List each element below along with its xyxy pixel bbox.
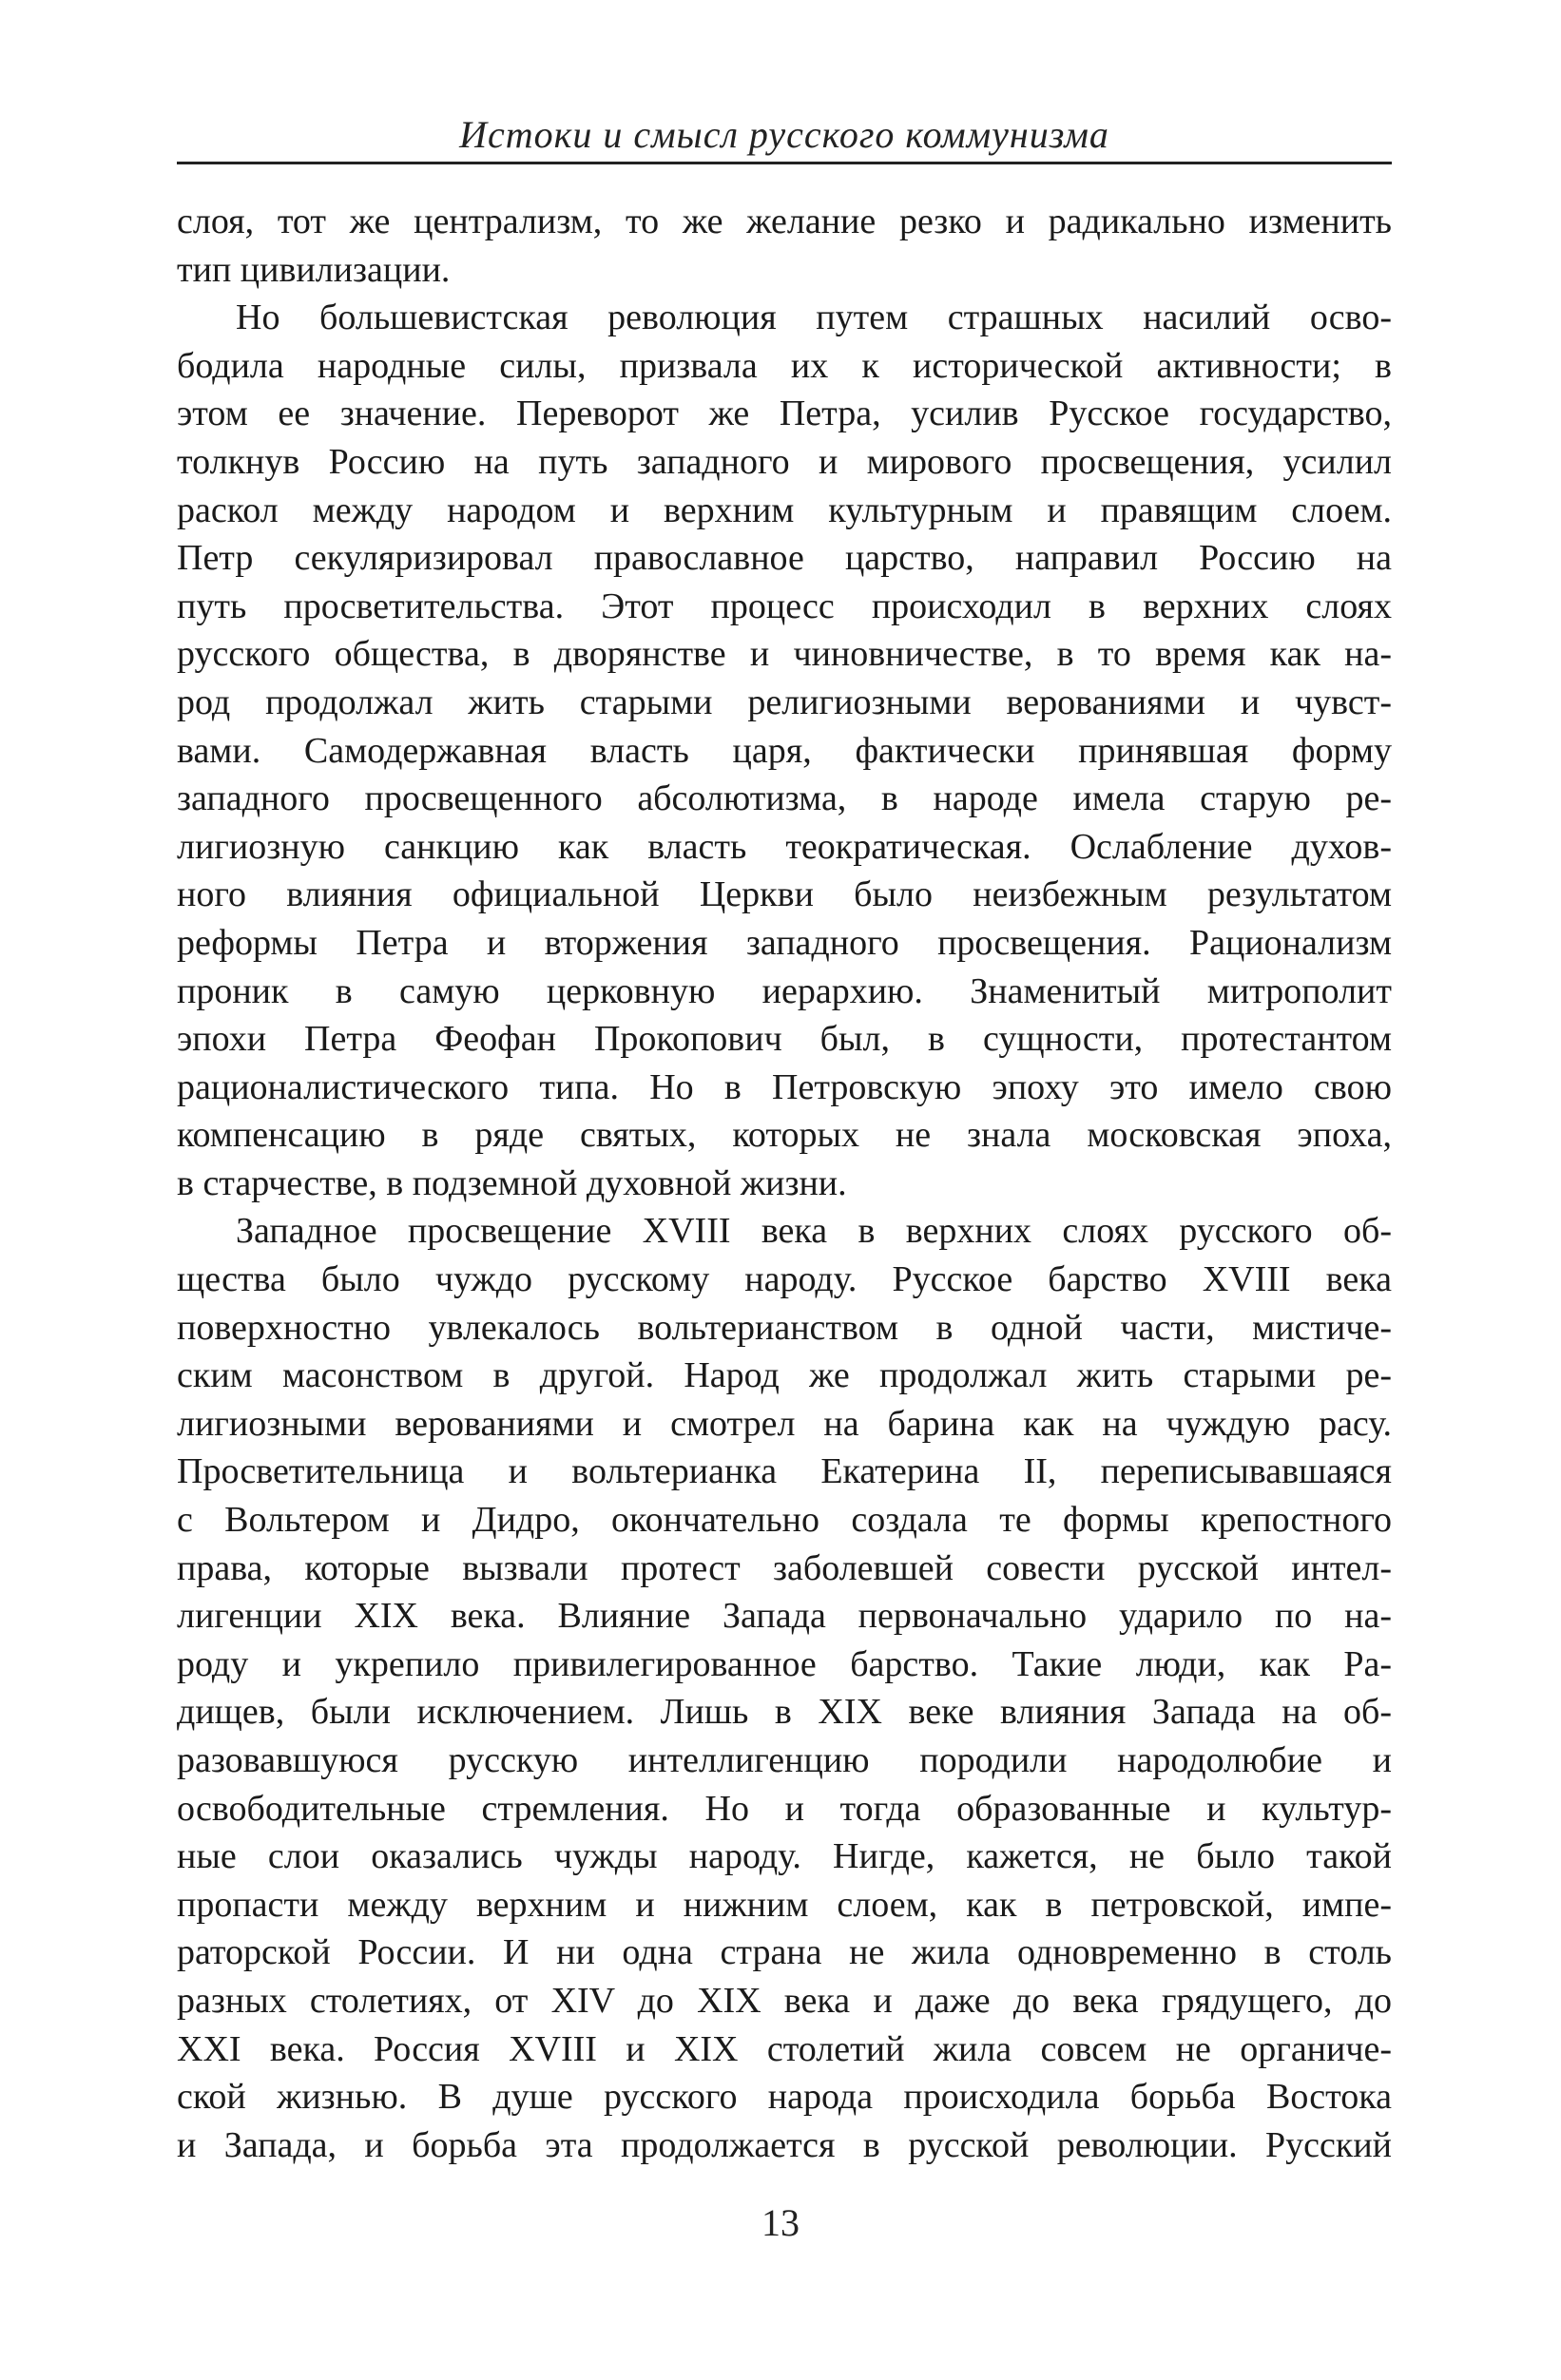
text-line: слоя, тот же централизм, то же желание резко и радикально изменить [177, 202, 1392, 241]
text-line: рационалистического типа. Но в Петровскую эпоху это имело свою [177, 1066, 1392, 1107]
text-line: щества было чуждо русскому народу. Русское барство XVIII века [177, 1259, 1392, 1300]
body-text [177, 198, 1392, 2169]
text-line: проник в самую церковную иерархию. Знаменитый митрополит [177, 970, 1392, 1011]
text-line: лигенции XIX века. Влияние Запада первоначально ударило по на- [177, 1596, 1392, 1637]
text-line: Но большевистская революция путем страшных насилий осво- [236, 298, 1392, 338]
text-line: раскол между народом и верхним культурным и правящим слоем. [177, 489, 1392, 530]
text-line: западного просвещенного абсолютизма, в народе имела старую ре- [177, 778, 1392, 819]
running-head: Истоки и смысл русского коммунизма [459, 113, 1109, 156]
text-line: лигиозными верованиями и смотрел на барина как на чуждую расу. [177, 1403, 1392, 1444]
text-line: роду и укрепило привилегированное барство. Такие люди, как Ра- [177, 1643, 1392, 1684]
page-number: 13 [761, 2201, 800, 2244]
text-line: Просветительница и вольтерианка Екатерина II, переписывавшаяся [177, 1451, 1392, 1492]
text-line: ской жизнью. В душе русского народа происходила борьба Востока [177, 2077, 1392, 2118]
text-line: XXI века. Россия XVIII и XIX столетий жила совсем не органиче- [177, 2028, 1392, 2069]
text-line: реформы Петра и вторжения западного просвещения. Рационализм [177, 922, 1392, 963]
text-line: дищев, были исключением. Лишь в XIX веке влияния Запада на об- [177, 1692, 1392, 1733]
text-line: тип цивилизации. [177, 249, 451, 290]
paragraph [177, 294, 1392, 1207]
paragraph [177, 198, 1392, 294]
text-line: род продолжал жить старыми религиозными верованиями и чувст- [177, 681, 1392, 722]
text-line: Западное просвещение XVIII века в верхних слоях русского об- [236, 1211, 1392, 1252]
text-line: толкнув Россию на путь западного и мирового просвещения, усилил [177, 441, 1392, 482]
text-line: путь просветительства. Этот процесс происходил в верхних слоях [177, 585, 1392, 626]
text-line: ским масонством в другой. Народ же продолжал жить старыми ре- [177, 1355, 1392, 1396]
text-line: ные слои оказались чужды народу. Нигде, кажется, не было такой [177, 1836, 1392, 1877]
text-line: лигиозную санкцию как власть теократическая. Ослабление духов- [177, 826, 1392, 867]
text-line: бодила народные силы, призвала их к исторической активности; в [177, 345, 1392, 386]
text-line: разных столетиях, от XIV до XIX века и даже до века грядущего, до [177, 1980, 1392, 2021]
text-line: в старчестве, в подземной духовной жизни. [177, 1162, 847, 1203]
header-rule [177, 162, 1392, 164]
text-line: и Запада, и борьба эта продолжается в русской революции. Русский [177, 2124, 1392, 2165]
text-line: компенсацию в ряде святых, которых не знала московская эпоха, [177, 1115, 1392, 1156]
text-line: раторской России. И ни одна страна не жила одновременно в столь [177, 1932, 1392, 1973]
text-line: освободительные стремления. Но и тогда образованные и культур- [177, 1788, 1392, 1829]
text-line: вами. Самодержавная власть царя, фактически принявшая форму [177, 730, 1392, 771]
text-line: права, которые вызвали протест заболевшей совести русской интел- [177, 1547, 1392, 1588]
text-line: с Вольтером и Дидро, окончательно создала те формы крепостного [177, 1500, 1392, 1541]
text-line: Петр секуляризировал православное царство, направил Россию на [177, 538, 1392, 579]
text-line: эпохи Петра Феофан Прокопович был, в сущности, протестантом [177, 1019, 1392, 1060]
paragraph [177, 1207, 1392, 2169]
text-line: разовавшуюся русскую интеллигенцию породили народолюбие и [177, 1740, 1392, 1780]
text-line: русского общества, в дворянстве и чиновничестве, в то время как на- [177, 634, 1392, 675]
text-line: ного влияния официальной Церкви было неизбежным результатом [177, 874, 1392, 915]
text-line: этом ее значение. Переворот же Петра, усилив Русское государство, [177, 393, 1392, 434]
text-line: поверхностно увлекалось вольтерианством в одной части, мистиче- [177, 1307, 1392, 1348]
text-line: пропасти между верхним и нижним слоем, как в петровской, импе- [177, 1884, 1392, 1925]
